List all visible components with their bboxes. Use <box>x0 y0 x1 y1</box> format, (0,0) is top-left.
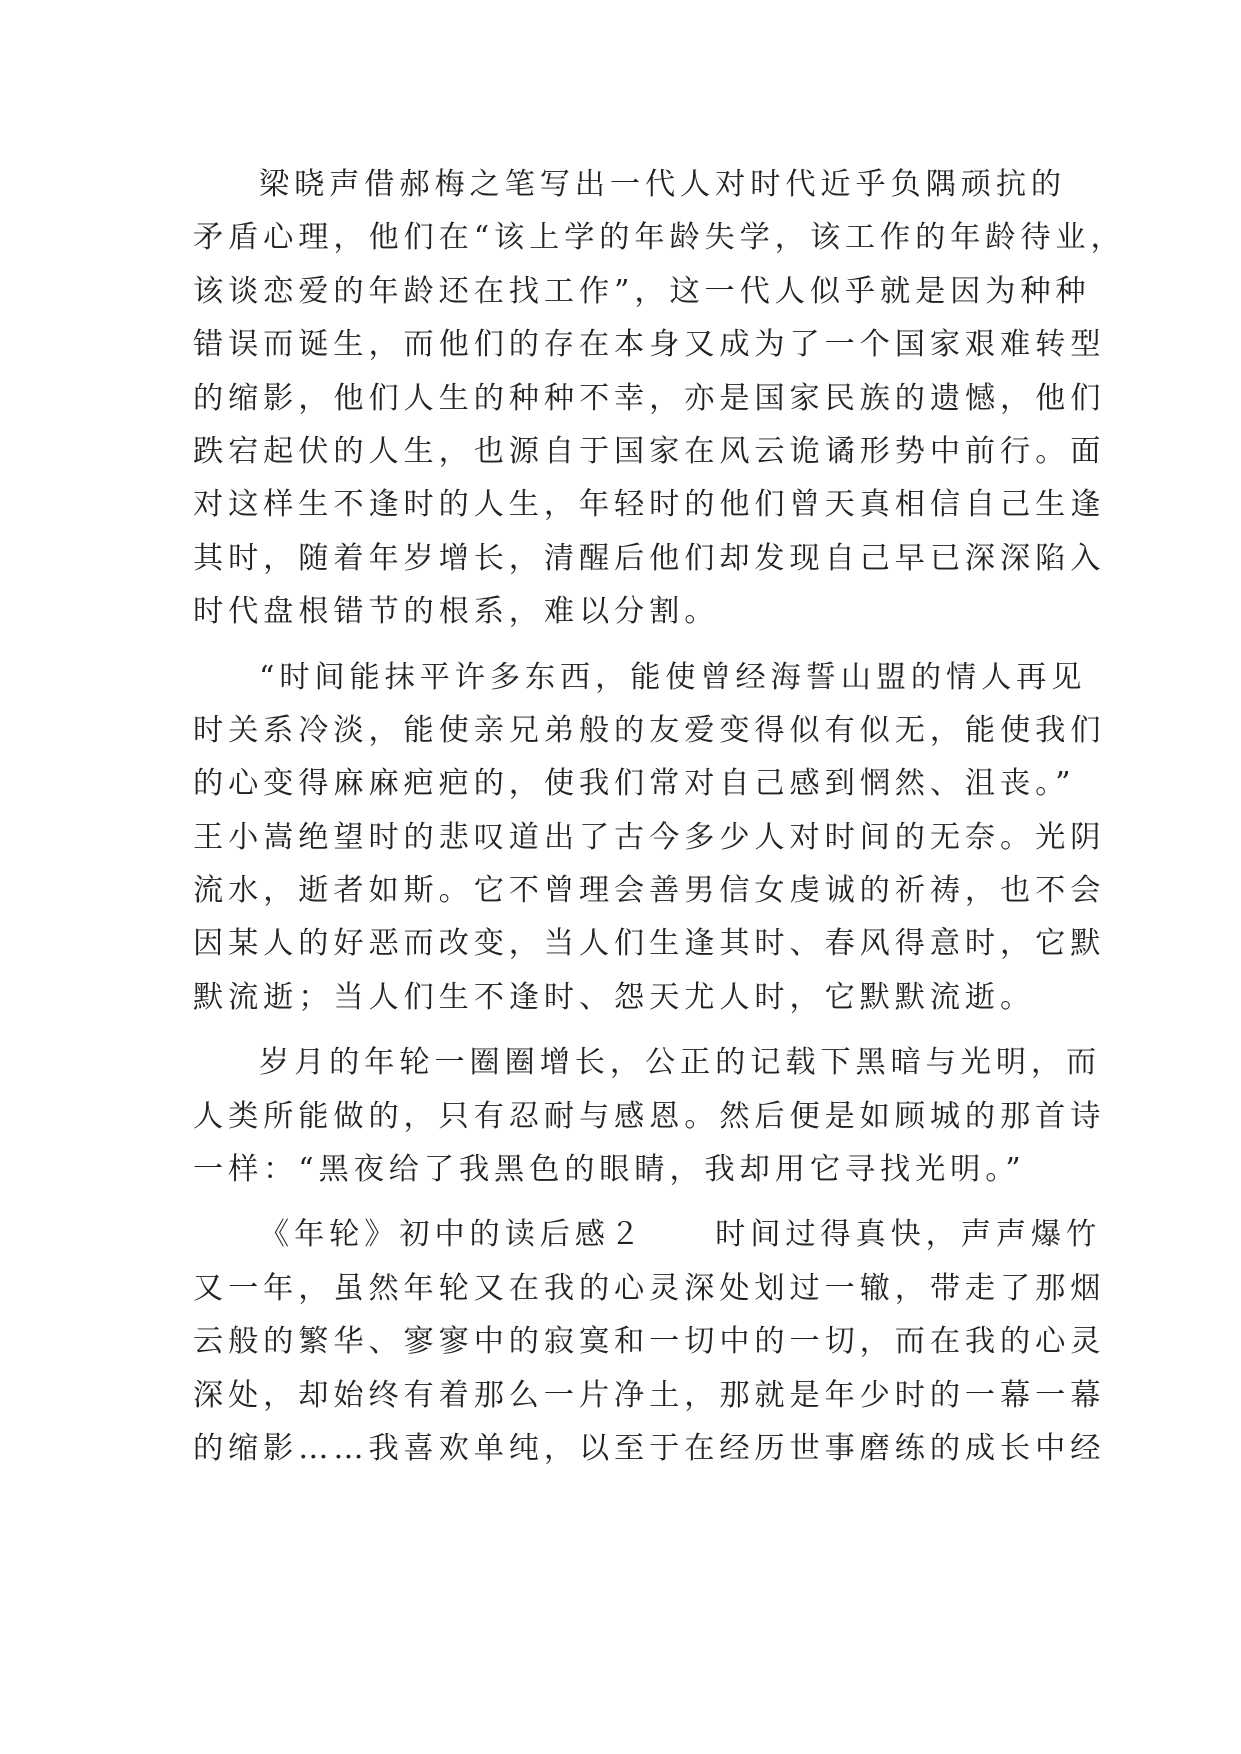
paragraph-line: 的心变得麻麻疤疤的，使我们常对自己感到惘然、沮丧。” <box>193 766 1076 802</box>
paragraph-line: 时代盘根错节的根系，难以分割。 <box>193 594 720 630</box>
paragraph-line: 错误而诞生，而他们的存在本身又成为了一个国家艰难转型 <box>193 327 1106 363</box>
paragraph-1 <box>193 158 1126 639</box>
paragraph-line: 《年轮》初中的读后感２ 时间过得真快，声声爆竹 <box>259 1217 1102 1253</box>
paragraph-line: 又一年，虽然年轮又在我的心灵深处划过一辙，带走了那烟 <box>193 1270 1106 1306</box>
paragraph-line: 云般的繁华、寥寥中的寂寞和一切中的一切，而在我的心灵 <box>193 1324 1106 1360</box>
paragraph-line: 时关系冷淡，能使亲兄弟般的友爱变得似有似无，能使我们 <box>193 712 1106 748</box>
paragraph-line: 人类所能做的，只有忍耐与感恩。然后便是如顾城的那首诗 <box>193 1098 1106 1134</box>
paragraph-line: 岁月的年轮一圈圈增长，公正的记载下黑暗与光明，而 <box>259 1045 1102 1081</box>
paragraph-4 <box>193 1208 1106 1475</box>
paragraph-line: 的缩影……我喜欢单纯，以至于在经历世事磨练的成长中经 <box>193 1430 1106 1466</box>
paragraph-line: 默流逝；当人们生不逢时、怨天尤人时，它默默流逝。 <box>193 979 1036 1015</box>
paragraph-line: 其时，随着年岁增长，清醒后他们却发现自己早已深深陷入 <box>193 540 1106 576</box>
paragraph-2 <box>193 651 1106 1025</box>
paragraph-line: 跌宕起伏的人生，也源自于国家在风云诡谲形势中前行。面 <box>193 433 1106 469</box>
document-body <box>193 158 1126 1475</box>
paragraph-line: 该谈恋爱的年龄还在找工作”，这一代人似乎就是因为种种 <box>193 273 1091 309</box>
paragraph-line: 流水，逝者如斯。它不曾理会善男信女虔诚的祈祷，也不会 <box>193 873 1106 909</box>
paragraph-line: 对这样生不逢时的人生，年轻时的他们曾天真相信自己生逢 <box>193 487 1106 523</box>
paragraph-line: 王小嵩绝望时的悲叹道出了古今多少人对时间的无奈。光阴 <box>193 819 1106 855</box>
paragraph-line: 深处，却始终有着那么一片净土，那就是年少时的一幕一幕 <box>193 1377 1106 1413</box>
paragraph-line: 因某人的好恶而改变，当人们生逢其时、春风得意时，它默 <box>193 926 1106 962</box>
paragraph-line: 梁晓声借郝梅之笔写出一代人对时代近乎负隅顽抗的 <box>259 167 1067 202</box>
paragraph-line: 一样：“黑夜给了我黑色的眼睛，我却用它寻找光明。” <box>193 1152 1026 1188</box>
paragraph-line: 的缩影，他们人生的种种不幸，亦是国家民族的遗憾，他们 <box>193 380 1106 416</box>
paragraph-3 <box>193 1036 1106 1196</box>
paragraph-line: 矛盾心理，他们在“该上学的年龄失学，该工作的年龄待业， <box>193 220 1126 256</box>
paragraph-line: “时间能抹平许多东西，能使曾经海誓山盟的情人再见 <box>259 659 1087 695</box>
